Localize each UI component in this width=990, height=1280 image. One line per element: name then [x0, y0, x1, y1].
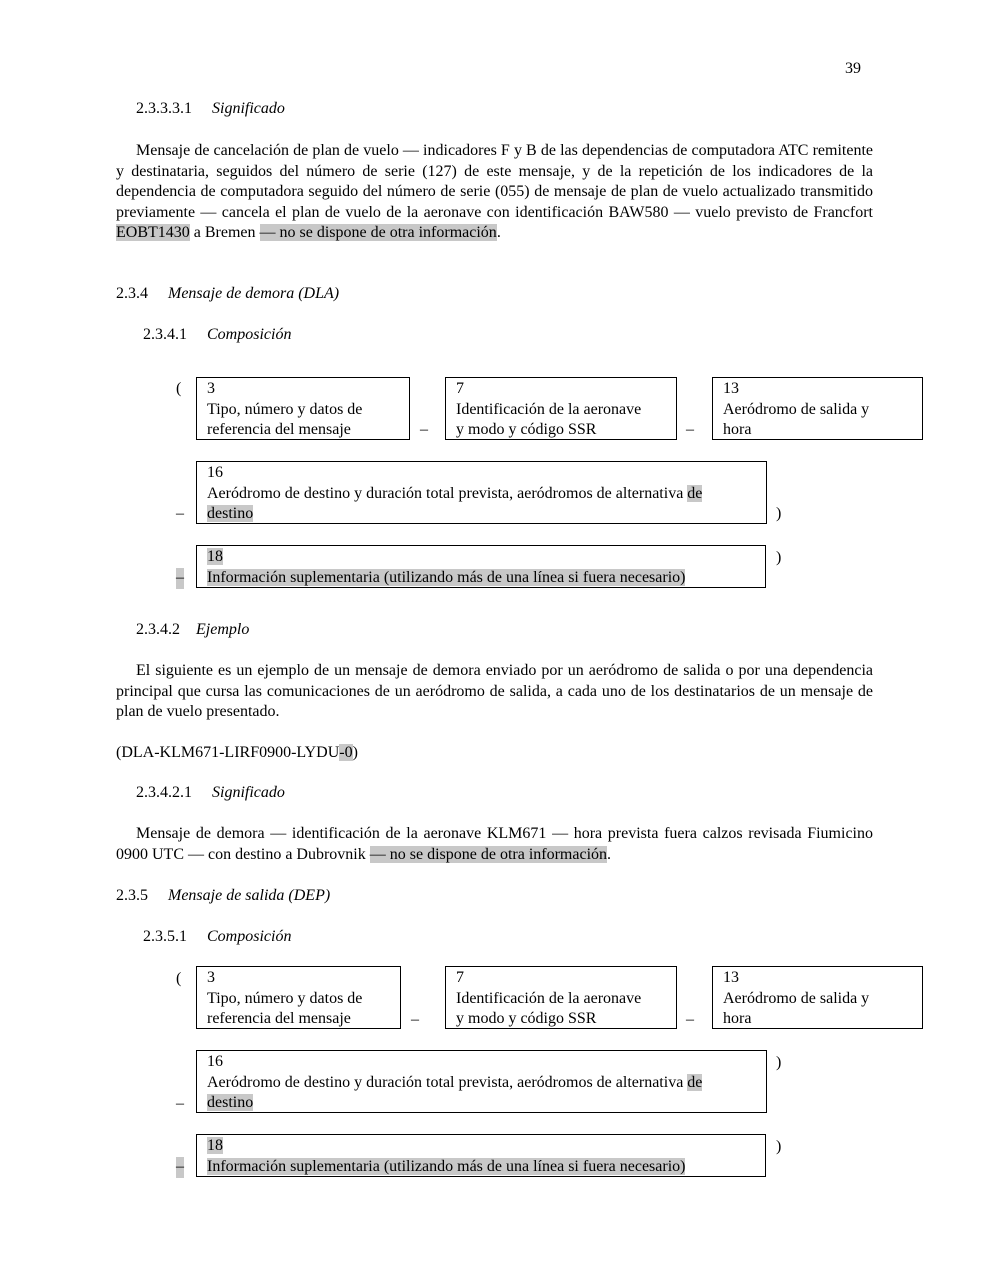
highlighted-text: destino: [207, 505, 254, 522]
close-paren: ): [776, 1138, 782, 1155]
section-number: 2.3.3.3.1: [136, 100, 192, 117]
open-paren: (: [176, 380, 182, 397]
field-13-box: [712, 966, 923, 1029]
field-label-line: [207, 1073, 766, 1094]
page-number: 39: [845, 60, 861, 77]
heading-2-3-5: [116, 886, 330, 907]
field-13-box: [712, 377, 923, 440]
field-label-line: [207, 504, 766, 525]
highlighted-text: -0: [339, 744, 353, 761]
field-7-box: [445, 966, 677, 1029]
dash-separator: –: [176, 505, 184, 522]
text-run: Aeródromo de destino y duración total prevista, aeródromos de alternativa: [207, 1073, 688, 1091]
field-label-line: Tipo, número y datos de: [207, 400, 363, 418]
dash-separator: –: [686, 1011, 694, 1028]
highlighted-text: Información suplementaria (utilizando más de una línea si fuera necesario): [207, 1157, 686, 1175]
highlighted-text: — no se dispone de otra información: [259, 224, 497, 241]
field-number: 16: [207, 464, 223, 481]
field-16-box: [196, 461, 767, 524]
highlighted-text: Información suplementaria (utilizando más de una línea si fuera necesario): [207, 568, 686, 586]
close-paren: ): [776, 549, 782, 566]
highlighted-text: — no se dispone de otra información: [369, 845, 608, 863]
section-number: 2.3.4: [116, 285, 148, 302]
field-label-line: Aeródromo de salida y: [723, 400, 870, 418]
field-label-line: hora: [723, 1010, 752, 1027]
field-7-box: [445, 377, 677, 440]
field-3-box: [196, 377, 410, 440]
heading-2-3-5-1: [143, 927, 291, 948]
field-number: 13: [723, 380, 739, 397]
text-run: ): [352, 744, 358, 761]
field-number: 7: [456, 969, 464, 986]
field-16-box: [196, 1050, 767, 1113]
text-run: .: [496, 224, 501, 241]
section-title: Mensaje de demora (DLA): [168, 285, 340, 302]
field-18-box: [196, 545, 766, 588]
section-number: 2.3.4.1: [143, 326, 187, 343]
paragraph-delay-meaning: [116, 824, 873, 865]
field-label-line: Identificación de la aeronave: [456, 400, 642, 418]
dash-separator: –: [420, 421, 428, 438]
field-label-line: [207, 484, 766, 505]
text-run: (DLA-KLM671-LIRF0900-LYDU: [116, 744, 340, 761]
heading-2-3-4-1: [143, 325, 291, 346]
paragraph-cancel-meaning: [116, 141, 873, 244]
highlighted-text: 18: [207, 548, 223, 565]
heading-2-3-4-2-1: [136, 783, 285, 804]
field-label-line: [207, 1157, 765, 1178]
field-label-line: [207, 1093, 766, 1114]
text-run: Mensaje de demora — identificación de la aeronave KLM671 — hora prevista fuera calzos revisada Fiumicino 0900 UTC — con destino a Dubrovnik: [116, 825, 873, 863]
section-title: Significado: [212, 784, 285, 801]
field-18-box: [196, 1134, 766, 1177]
highlighted-text: 18: [207, 1137, 223, 1154]
field-number: [207, 1136, 765, 1157]
field-label-line: referencia del mensaje: [207, 421, 351, 438]
text-run: Mensaje de cancelación de plan de vuelo — indicadores F y B de las dependencias de computadora ATC remitente y destinataria, seguidos del número de serie (127) de este mensaje, y de la repetición de los indicadores de la dependencia de computadora seguido del número de serie (055) de mensaje de plan de vuelo actualizado transmitido previamente — cancela el plan de vuelo de la aeronave con identificación BAW580 — vuelo previsto de Francfort: [116, 142, 873, 221]
example-message: [116, 743, 358, 764]
field-number: [207, 547, 765, 568]
heading-2-3-3-3-1: [136, 99, 285, 120]
text-run: Aeródromo de destino y duración total prevista, aeródromos de alternativa: [207, 484, 688, 502]
field-label-line: [207, 568, 765, 589]
heading-2-3-4: [116, 284, 339, 305]
dash-separator: –: [411, 1011, 419, 1028]
field-number: 3: [207, 380, 215, 397]
field-number: 3: [207, 969, 215, 986]
highlighted-text: destino: [207, 1094, 254, 1111]
field-label-line: referencia del mensaje: [207, 1010, 351, 1027]
highlighted-text: EOBT1430: [116, 224, 190, 241]
dash-separator: –: [176, 1095, 184, 1112]
paragraph-example-intro: El siguiente es un ejemplo de un mensaje de demora enviado por un aeródromo de salida o por una dependencia principal que cursa las comunicaciones de un aeródromo de salida, a cada uno de los destinatarios de un mensaje de plan de vuelo presentado.: [116, 662, 873, 720]
section-number: 2.3.4.2.1: [136, 784, 192, 801]
section-number: 2.3.5.1: [143, 928, 187, 945]
text-run: .: [607, 845, 612, 863]
field-number: 13: [723, 969, 739, 986]
close-paren: ): [776, 505, 782, 522]
field-3-box: [196, 966, 401, 1029]
highlighted-text: de: [687, 1073, 703, 1091]
close-paren: ): [776, 1054, 782, 1071]
dash-separator: –: [686, 421, 694, 438]
heading-2-3-4-2: [136, 620, 249, 641]
section-title: Mensaje de salida (DEP): [168, 887, 331, 904]
field-label-line: y modo y código SSR: [456, 421, 597, 438]
dash-separator: –: [176, 568, 184, 589]
section-title: Ejemplo: [196, 621, 250, 638]
section-title: Composición: [207, 326, 292, 343]
text-run: a Bremen: [189, 224, 260, 241]
section-title: Composición: [207, 928, 292, 945]
highlighted-text: de: [687, 484, 703, 502]
field-label-line: hora: [723, 421, 752, 438]
section-number: 2.3.4.2: [136, 621, 180, 638]
field-label-line: Identificación de la aeronave: [456, 989, 642, 1007]
field-number: 16: [207, 1053, 223, 1070]
field-label-line: Aeródromo de salida y: [723, 989, 870, 1007]
section-title: Significado: [212, 100, 285, 117]
open-paren: (: [176, 970, 182, 987]
field-label-line: Tipo, número y datos de: [207, 989, 363, 1007]
field-label-line: y modo y código SSR: [456, 1010, 597, 1027]
field-number: 7: [456, 380, 464, 397]
section-number: 2.3.5: [116, 887, 148, 904]
dash-separator: –: [176, 1157, 184, 1178]
